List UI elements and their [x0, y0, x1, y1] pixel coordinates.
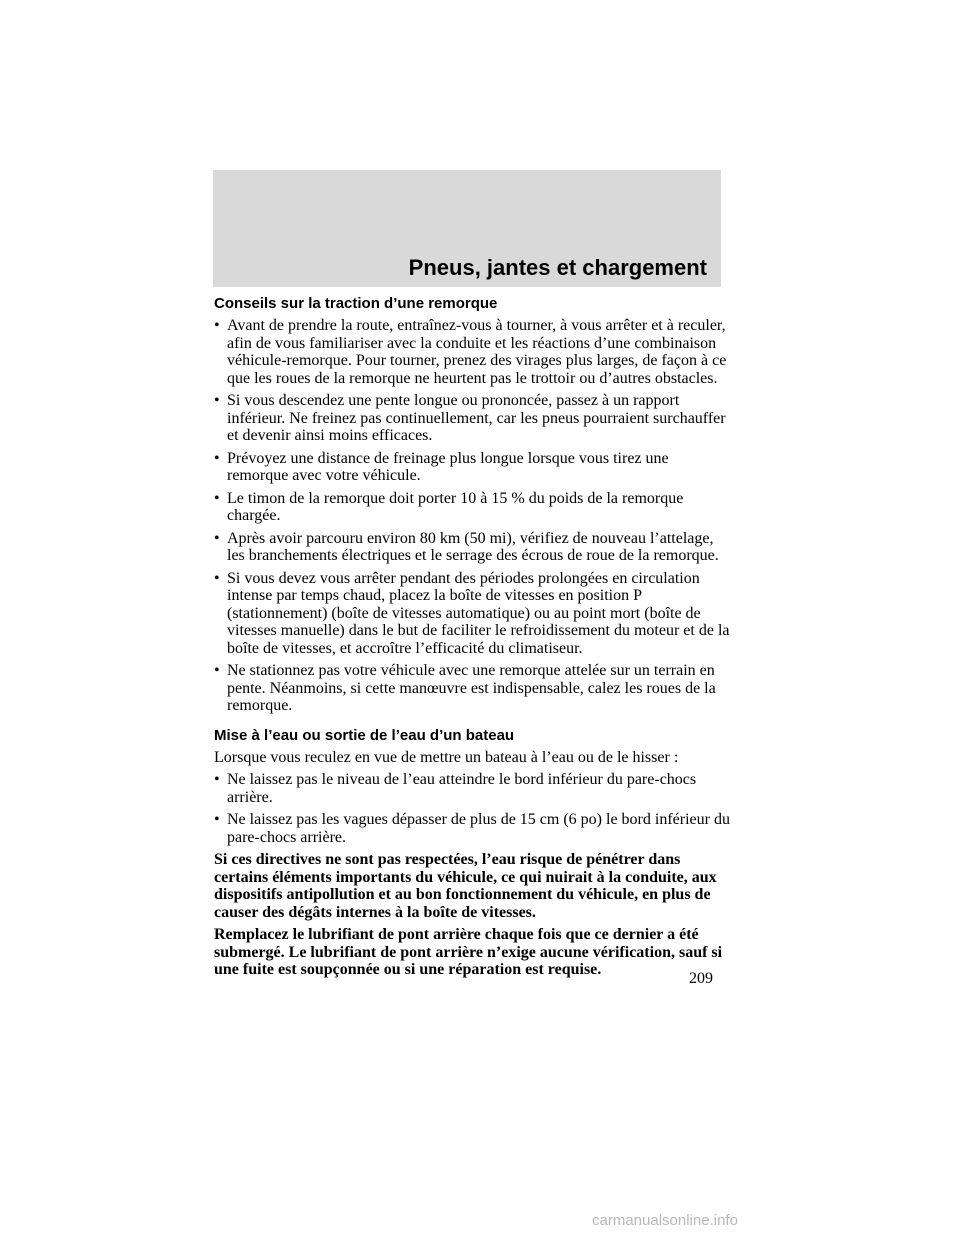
page-number: 209: [689, 970, 713, 987]
towing-tips-list: [214, 317, 730, 715]
rear-axle-note: Remplacez le lubrifiant de pont arrière chaque fois que ce dernier a été submergé. Le lubrifiant de pont arrière n’exige aucune vérification, sauf si une fuite est soupçonnée ou si une réparation est requise.: [214, 926, 723, 978]
list-item: • Prévoyez une distance de freinage plus longue lorsque vous tirez une remorque avec votre véhicule.: [214, 449, 669, 484]
section-header-band: [213, 170, 721, 287]
list-item: • Si vous devez vous arrêter pendant des périodes prolongées en circulation intense par temps chaud, placez la boîte de vitesses en position P (stationnement) (boîte de vitesses automatique) ou au point mort (boîte de vitesses manuelle) dans le but de faciliter le refroidissement du moteur et de la boîte de vitesses, et accroître l’efficacité du climatiseur.: [214, 569, 730, 657]
bullet-icon: •: [214, 317, 220, 334]
list-item: • Si vous descendez une pente longue ou prononcée, passez à un rapport inférieur. Ne freinez pas continuellement, car les pneus pourraient surchauffer et devenir ainsi moins efficaces.: [214, 392, 726, 444]
heading-trailer-towing-tips: Conseils sur la traction d’une remorque: [214, 295, 498, 312]
bullet-icon: •: [214, 811, 220, 828]
list-item: • Après avoir parcouru environ 80 km (50 mi), vérifiez de nouveau l’attelage, les branchements électriques et le serrage des écrous de roue de la remorque.: [214, 529, 719, 564]
list-item: • Ne laissez pas le niveau de l’eau atteindre le bord inférieur du pare-chocs arrière.: [214, 771, 697, 806]
bullet-icon: •: [214, 392, 220, 409]
list-item: • Le timon de la remorque doit porter 10 à 15 % du poids de la remorque chargée.: [214, 489, 684, 524]
bullet-icon: •: [214, 489, 220, 507]
bullet-icon: •: [214, 569, 220, 587]
watermark: carmanualsonline.info: [592, 1212, 738, 1229]
section-title: Pneus, jantes et chargement: [408, 255, 707, 280]
page-content: [214, 295, 730, 984]
boat-launch-intro: Lorsque vous reculez en vue de mettre un bateau à l’eau ou de le hisser :: [214, 748, 679, 766]
bullet-icon: •: [214, 662, 220, 679]
list-item: • Avant de prendre la route, entraînez-vous à tourner, à vous arrêter et à reculer, afin de vous familiariser avec la conduite et les réactions d’une combinaison véhicule-remorque. Pour tourner, prenez des virages plus larges, de façon à ce que les roues de la remorque ne heurtent pas le trottoir ou d’autres obstacles.: [214, 317, 727, 387]
list-item: • Ne laissez pas les vagues dépasser de plus de 15 cm (6 po) le bord inférieur du pare-chocs arrière.: [214, 811, 730, 846]
bullet-icon: •: [214, 529, 220, 547]
bullet-icon: •: [214, 449, 220, 467]
bullet-icon: •: [214, 771, 220, 788]
list-item: • Ne stationnez pas votre véhicule avec une remorque attelée sur un terrain en pente. Néanmoins, si cette manœuvre est indispensable, calez les roues de la remorque.: [214, 662, 716, 714]
warning-paragraph: Si ces directives ne sont pas respectées, l’eau risque de pénétrer dans certains éléments importants du véhicule, ce qui nuirait à la conduite, aux dispositifs antipollution et au bon fonctionnement du véhicule, en plus de causer des dégâts internes à la boîte de vitesses.: [214, 851, 717, 921]
boat-launch-list: [214, 771, 730, 846]
heading-boat-launch: Mise à l’eau ou sortie de l’eau d’un bateau: [214, 726, 515, 744]
